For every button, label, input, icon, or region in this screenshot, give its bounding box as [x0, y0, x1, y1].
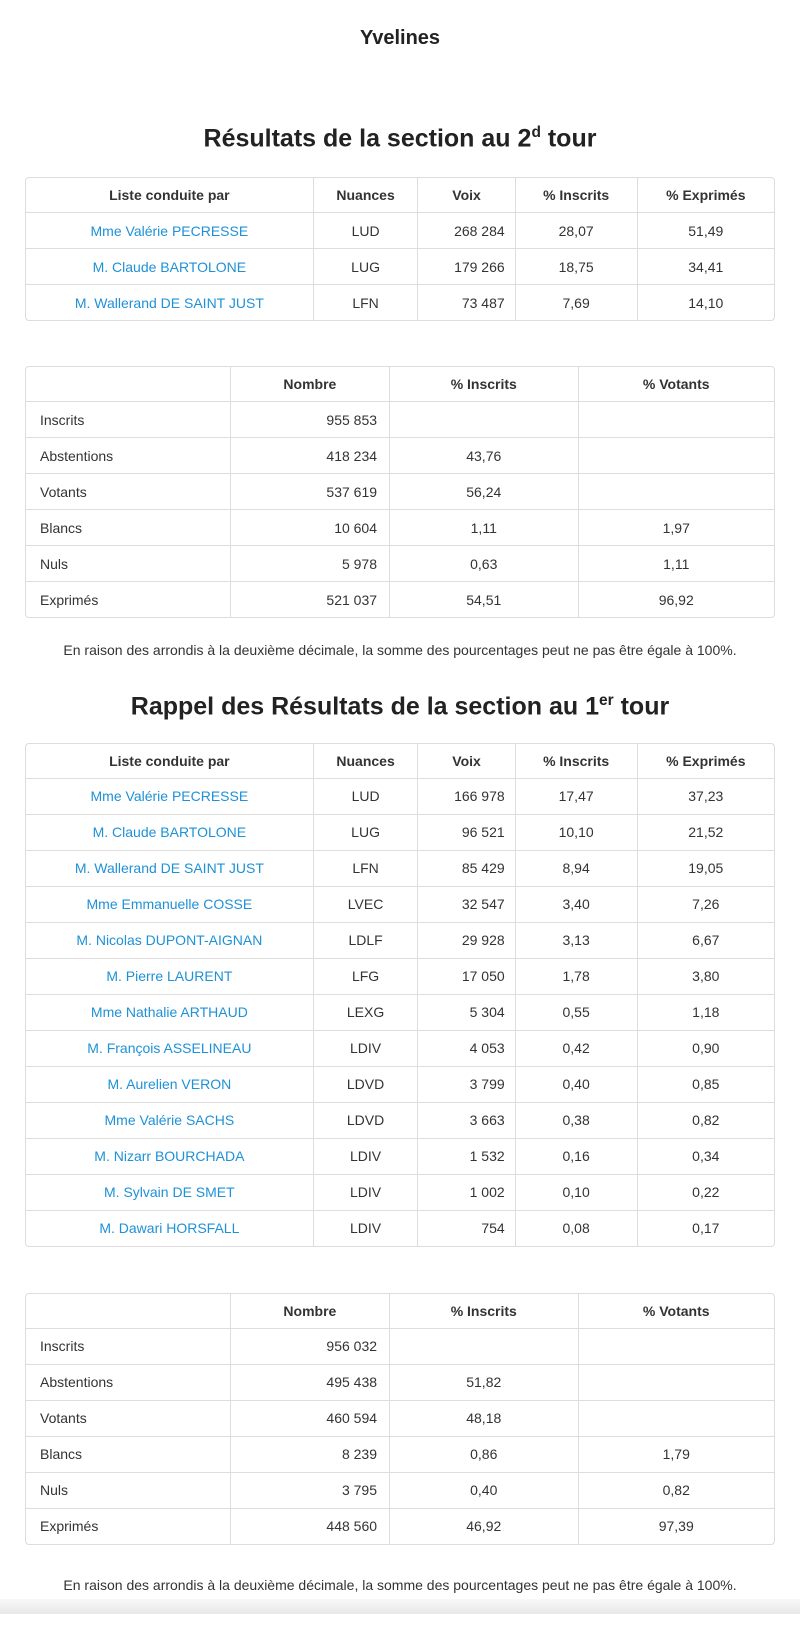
- candidate-name-cell: [26, 1210, 313, 1246]
- round2-stats-table: [25, 366, 775, 618]
- round2-heading-prefix: Résultats de la section au 2: [203, 124, 532, 153]
- pct-inscrits-cell: 0,63: [390, 546, 578, 582]
- table-row: [26, 994, 774, 1030]
- pct-inscrits-cell: 0,10: [515, 1174, 637, 1210]
- col-header-pct-inscrits: % Inscrits: [390, 367, 578, 402]
- voix-cell: 268 284: [418, 213, 515, 249]
- pct-inscrits-cell: 7,69: [515, 285, 637, 321]
- stat-label-cell: Blancs: [26, 510, 230, 546]
- round1-stats-table: [25, 1293, 775, 1545]
- round2-heading-superscript: d: [531, 124, 541, 141]
- candidate-link[interactable]: M. Pierre LAURENT: [106, 968, 233, 985]
- pct-inscrits-cell: 3,13: [515, 922, 637, 958]
- table-row: [26, 958, 774, 994]
- candidate-name-cell: [26, 1174, 313, 1210]
- pct-exprimes-cell: 3,80: [637, 958, 774, 994]
- candidate-link[interactable]: Mme Valérie PECRESSE: [90, 222, 249, 239]
- candidate-name-cell: [26, 778, 313, 814]
- col-header-pct-inscrits: % Inscrits: [515, 744, 637, 779]
- pct-inscrits-cell: 10,10: [515, 814, 637, 850]
- pct-inscrits-cell: 1,78: [515, 958, 637, 994]
- table-row: [26, 1472, 774, 1508]
- pct-exprimes-cell: 0,85: [637, 1066, 774, 1102]
- nombre-cell: 537 619: [230, 474, 389, 510]
- table-row: [26, 886, 774, 922]
- voix-cell: 17 050: [418, 958, 515, 994]
- pct-exprimes-cell: 37,23: [637, 778, 774, 814]
- nuance-cell: LUD: [313, 213, 418, 249]
- table-row: [26, 510, 774, 546]
- col-header-liste: Liste conduite par: [109, 752, 230, 769]
- voix-cell: 1 532: [418, 1138, 515, 1174]
- col-header-empty: [26, 1294, 230, 1329]
- nuance-cell: LDIV: [313, 1030, 418, 1066]
- pct-votants-cell: [578, 474, 774, 510]
- pct-exprimes-cell: 1,18: [637, 994, 774, 1030]
- pct-exprimes-cell: 14,10: [637, 285, 774, 321]
- stat-label-cell: Nuls: [26, 1472, 230, 1508]
- table-row: [26, 438, 774, 474]
- voix-cell: 5 304: [418, 994, 515, 1030]
- pct-inscrits-cell: 18,75: [515, 249, 637, 285]
- voix-cell: 85 429: [418, 850, 515, 886]
- table-header-row: [26, 1294, 774, 1329]
- col-header-pct-votants: % Votants: [578, 1294, 774, 1329]
- stat-label-cell: Votants: [26, 1400, 230, 1436]
- pct-inscrits-cell: 54,51: [390, 582, 578, 618]
- col-header-voix: Voix: [418, 178, 515, 213]
- pct-inscrits-cell: 0,42: [515, 1030, 637, 1066]
- candidate-link[interactable]: M. Wallerand DE SAINT JUST: [74, 860, 264, 877]
- table-row: [26, 249, 774, 285]
- voix-cell: 3 799: [418, 1066, 515, 1102]
- nuance-cell: LDIV: [313, 1210, 418, 1246]
- candidate-name-cell: [26, 285, 313, 321]
- candidate-name-cell: [26, 1066, 313, 1102]
- pct-inscrits-cell: 0,86: [390, 1436, 578, 1472]
- table-header-row: [26, 178, 774, 213]
- candidate-link[interactable]: Mme Nathalie ARTHAUD: [90, 1004, 248, 1021]
- nombre-cell: 8 239: [230, 1436, 389, 1472]
- pct-exprimes-cell: 0,90: [637, 1030, 774, 1066]
- candidate-name-cell: [26, 994, 313, 1030]
- nuance-cell: LFN: [313, 285, 418, 321]
- nuance-cell: LVEC: [313, 886, 418, 922]
- candidate-name-cell: [26, 886, 313, 922]
- table-row: [26, 402, 774, 438]
- nombre-cell: 495 438: [230, 1364, 389, 1400]
- stat-label-cell: Blancs: [26, 1436, 230, 1472]
- pct-inscrits-cell: 1,11: [390, 510, 578, 546]
- voix-cell: 29 928: [418, 922, 515, 958]
- pct-votants-cell: 0,82: [578, 1472, 774, 1508]
- pct-votants-cell: [578, 1328, 774, 1364]
- candidate-name-cell: [26, 1030, 313, 1066]
- round1-results-table: [25, 743, 775, 1247]
- nombre-cell: 955 853: [230, 402, 389, 438]
- table-row: [26, 1400, 774, 1436]
- candidate-link[interactable]: M. Claude BARTOLONE: [92, 824, 247, 841]
- col-header-nuances: Nuances: [313, 744, 418, 779]
- stat-label-cell: Exprimés: [26, 582, 230, 618]
- candidate-name-cell: [26, 1102, 313, 1138]
- table-row: [26, 1138, 774, 1174]
- col-header-pct-exprimes: % Exprimés: [637, 178, 774, 213]
- col-header-nombre: Nombre: [230, 367, 389, 402]
- stat-label-cell: Votants: [26, 474, 230, 510]
- voix-cell: 1 002: [418, 1174, 515, 1210]
- pct-votants-cell: 1,11: [578, 546, 774, 582]
- round2-heading-suffix: tour: [540, 124, 597, 153]
- pct-votants-cell: 96,92: [578, 582, 774, 618]
- table-row: [26, 1102, 774, 1138]
- table-row: [26, 285, 774, 321]
- candidate-name-cell: [26, 213, 313, 249]
- table-row: [26, 474, 774, 510]
- pct-exprimes-cell: 0,17: [637, 1210, 774, 1246]
- candidate-name-cell: [26, 249, 313, 285]
- results-page: [0, 26, 800, 1633]
- candidate-link[interactable]: Mme Valérie SACHS: [104, 1112, 235, 1129]
- nuance-cell: LFN: [313, 850, 418, 886]
- pct-exprimes-cell: 34,41: [637, 249, 774, 285]
- table-row: [26, 1508, 774, 1544]
- round2-heading: [0, 118, 800, 153]
- table-row: [26, 1364, 774, 1400]
- nombre-cell: 418 234: [230, 438, 389, 474]
- pct-votants-cell: 1,97: [578, 510, 774, 546]
- candidate-link[interactable]: M. François ASSELINEAU: [87, 1040, 252, 1057]
- rounding-note: En raison des arrondis à la deuxième décimale, la somme des pourcentages peut ne pas être égale à 100%.: [63, 1576, 737, 1593]
- nuance-cell: LUD: [313, 778, 418, 814]
- pct-votants-cell: [578, 1400, 774, 1436]
- pct-inscrits-cell: 17,47: [515, 778, 637, 814]
- round1-heading-superscript: er: [599, 692, 614, 710]
- pct-inscrits-cell: 0,40: [390, 1472, 578, 1508]
- col-header-pct-exprimes: % Exprimés: [637, 744, 774, 779]
- col-header-voix: Voix: [418, 744, 515, 779]
- candidate-link[interactable]: M. Wallerand DE SAINT JUST: [74, 294, 264, 311]
- table-row: [26, 546, 774, 582]
- col-header-empty: [26, 367, 230, 402]
- pct-inscrits-cell: 46,92: [390, 1508, 578, 1544]
- nuance-cell: LUG: [313, 249, 418, 285]
- round2-results-table: [25, 177, 775, 321]
- nombre-cell: 521 037: [230, 582, 389, 618]
- pct-votants-cell: [578, 402, 774, 438]
- page-title: Yvelines: [359, 27, 441, 49]
- voix-cell: 73 487: [418, 285, 515, 321]
- round1-heading: [0, 686, 800, 721]
- pct-inscrits-cell: 0,40: [515, 1066, 637, 1102]
- table-row: [26, 850, 774, 886]
- pct-votants-cell: [578, 438, 774, 474]
- nombre-cell: 5 978: [230, 546, 389, 582]
- nombre-cell: 956 032: [230, 1328, 389, 1364]
- voix-cell: 3 663: [418, 1102, 515, 1138]
- voix-cell: 4 053: [418, 1030, 515, 1066]
- footer-band: [0, 1599, 800, 1614]
- candidate-name-cell: [26, 922, 313, 958]
- nuance-cell: LDVD: [313, 1102, 418, 1138]
- pct-inscrits-cell: 28,07: [515, 213, 637, 249]
- col-header-liste: Liste conduite par: [109, 187, 230, 204]
- pct-exprimes-cell: 0,34: [637, 1138, 774, 1174]
- pct-inscrits-cell: [390, 402, 578, 438]
- table-row: [26, 778, 774, 814]
- nuance-cell: LDVD: [313, 1066, 418, 1102]
- candidate-link[interactable]: M. Sylvain DE SMET: [104, 1184, 235, 1201]
- pct-inscrits-cell: 0,08: [515, 1210, 637, 1246]
- table-row: [26, 213, 774, 249]
- round1-heading-suffix: tour: [613, 692, 670, 721]
- table-row: [26, 1174, 774, 1210]
- table-header-row: [26, 744, 774, 779]
- candidate-name-cell: [26, 958, 313, 994]
- pct-inscrits-cell: 56,24: [390, 474, 578, 510]
- table-row: [26, 582, 774, 618]
- table-row: [26, 1436, 774, 1472]
- table-row: [26, 1066, 774, 1102]
- candidate-link[interactable]: M. Claude BARTOLONE: [92, 258, 247, 275]
- pct-inscrits-cell: 0,16: [515, 1138, 637, 1174]
- nuance-cell: LFG: [313, 958, 418, 994]
- pct-inscrits-cell: 3,40: [515, 886, 637, 922]
- pct-inscrits-cell: 48,18: [390, 1400, 578, 1436]
- nuance-cell: LDIV: [313, 1138, 418, 1174]
- nombre-cell: 3 795: [230, 1472, 389, 1508]
- nuance-cell: LUG: [313, 814, 418, 850]
- pct-exprimes-cell: 21,52: [637, 814, 774, 850]
- voix-cell: 754: [418, 1210, 515, 1246]
- table-row: [26, 1210, 774, 1246]
- candidate-link[interactable]: M. Aurelien VERON: [107, 1076, 232, 1093]
- candidate-name-cell: [26, 814, 313, 850]
- table-row: [26, 814, 774, 850]
- nuance-cell: LEXG: [313, 994, 418, 1030]
- nombre-cell: 448 560: [230, 1508, 389, 1544]
- col-header-nuances: Nuances: [313, 178, 418, 213]
- pct-inscrits-cell: 8,94: [515, 850, 637, 886]
- pct-inscrits-cell: 43,76: [390, 438, 578, 474]
- stat-label-cell: Abstentions: [26, 438, 230, 474]
- col-header-pct-inscrits: % Inscrits: [515, 178, 637, 213]
- round1-heading-prefix: Rappel des Résultats de la section au 1: [130, 692, 599, 721]
- voix-cell: 96 521: [418, 814, 515, 850]
- candidate-link[interactable]: Mme Emmanuelle COSSE: [86, 896, 253, 913]
- nuance-cell: LDLF: [313, 922, 418, 958]
- nombre-cell: 460 594: [230, 1400, 389, 1436]
- pct-inscrits-cell: 0,38: [515, 1102, 637, 1138]
- stat-label-cell: Inscrits: [26, 1328, 230, 1364]
- candidate-link[interactable]: Mme Valérie PECRESSE: [90, 788, 249, 805]
- pct-exprimes-cell: 51,49: [637, 213, 774, 249]
- candidate-name-cell: [26, 850, 313, 886]
- candidate-name-cell: [26, 1138, 313, 1174]
- voix-cell: 179 266: [418, 249, 515, 285]
- pct-exprimes-cell: 7,26: [637, 886, 774, 922]
- pct-votants-cell: [578, 1364, 774, 1400]
- voix-cell: 166 978: [418, 778, 515, 814]
- pct-inscrits-cell: [390, 1328, 578, 1364]
- col-header-pct-inscrits: % Inscrits: [390, 1294, 578, 1329]
- stat-label-cell: Abstentions: [26, 1364, 230, 1400]
- pct-exprimes-cell: 19,05: [637, 850, 774, 886]
- table-row: [26, 1030, 774, 1066]
- voix-cell: 32 547: [418, 886, 515, 922]
- pct-votants-cell: 1,79: [578, 1436, 774, 1472]
- table-row: [26, 922, 774, 958]
- pct-exprimes-cell: 6,67: [637, 922, 774, 958]
- col-header-pct-votants: % Votants: [578, 367, 774, 402]
- pct-exprimes-cell: 0,22: [637, 1174, 774, 1210]
- stat-label-cell: Nuls: [26, 546, 230, 582]
- stat-label-cell: Inscrits: [26, 402, 230, 438]
- pct-inscrits-cell: 0,55: [515, 994, 637, 1030]
- candidate-link[interactable]: M. Dawari HORSFALL: [99, 1220, 240, 1237]
- candidate-link[interactable]: M. Nizarr BOURCHADA: [94, 1148, 245, 1165]
- stat-label-cell: Exprimés: [26, 1508, 230, 1544]
- rounding-note: En raison des arrondis à la deuxième décimale, la somme des pourcentages peut ne pas être égale à 100%.: [63, 642, 737, 659]
- nombre-cell: 10 604: [230, 510, 389, 546]
- pct-votants-cell: 97,39: [578, 1508, 774, 1544]
- table-header-row: [26, 367, 774, 402]
- candidate-link[interactable]: M. Nicolas DUPONT-AIGNAN: [76, 932, 263, 949]
- pct-inscrits-cell: 51,82: [390, 1364, 578, 1400]
- nuance-cell: LDIV: [313, 1174, 418, 1210]
- pct-exprimes-cell: 0,82: [637, 1102, 774, 1138]
- col-header-nombre: Nombre: [230, 1294, 389, 1329]
- table-row: [26, 1328, 774, 1364]
